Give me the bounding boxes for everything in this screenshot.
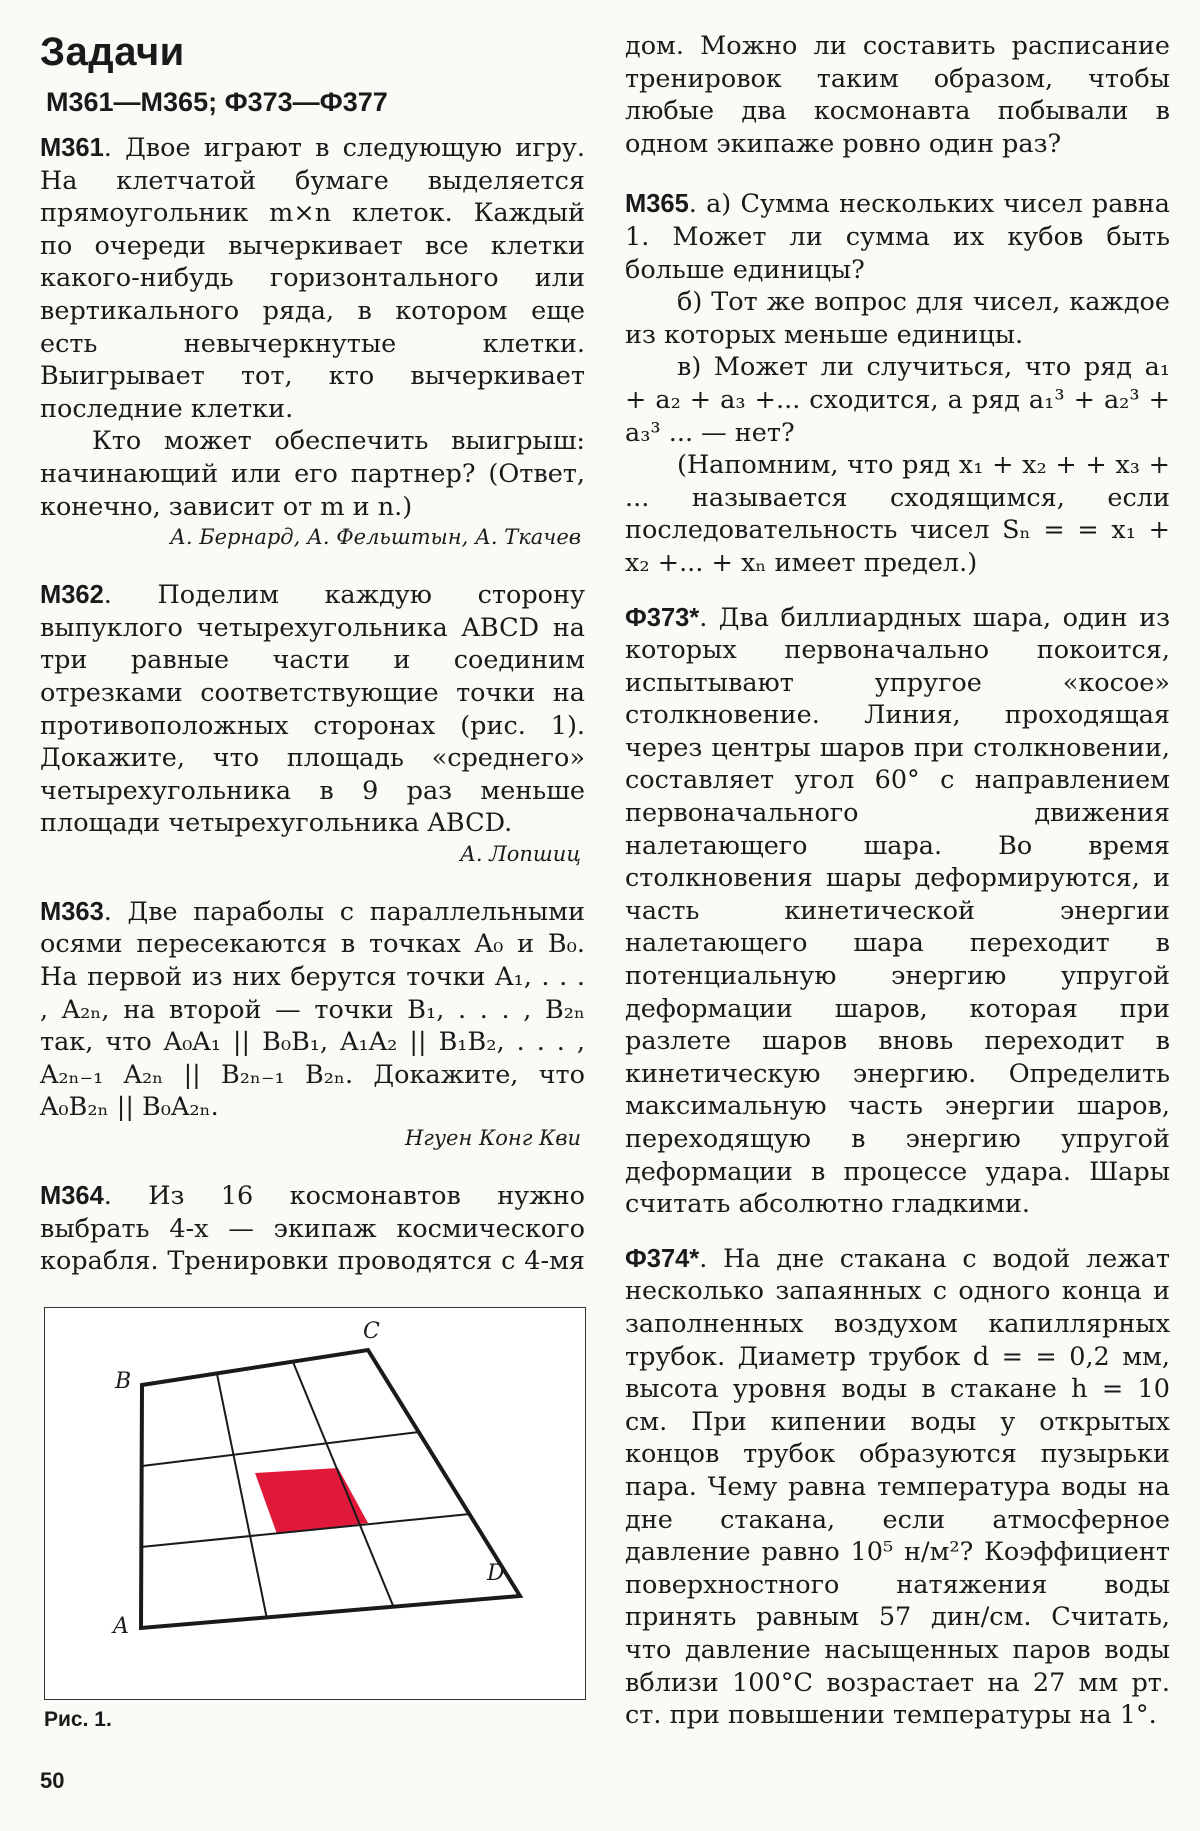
- problem-text: . Два биллиардных шара, один из которых первоначально покоится, испытывают упругое «косое» столкновение. Линия, проходящая через центры шаров при столкновении, составляет угол 60° с направлением первоначального движения налетающего шара. Во время столкновения шары деформируются, и часть кинетической энергии налетающего шара переходит в потенциальную энергию упругой деформации шаров, которая при разлете шаров вновь переходит в кинетическую энергию. Определить максимальную часть энергии шаров, переходящую в энергию упругой деформации в процессе удара. Шары считать абсолютно гладкими.: [625, 602, 1170, 1220]
- problem-author: Нгуен Конг Кви: [404, 1126, 581, 1151]
- problem-text-a: . а) Сумма нескольких чисел равна 1. Может ли сумма их кубов быть больше единицы?: [625, 189, 1170, 285]
- vertex-label-a: A: [113, 1614, 129, 1639]
- problem-text: . Двое играют в следующую игру. На клетчатой бумаге выделяется прямоугольник m×n клеток. Каждый по очереди вычеркивает все клетки какого-нибудь горизонтального или вертикального ряда, в котором еще есть невычеркнутые клетки. Выигрывает тот, кто вычеркивает последние клетки.: [40, 133, 585, 424]
- quadrilateral-diagram: [45, 1308, 585, 1698]
- grid-line: [217, 1374, 267, 1619]
- problem-m363: [40, 896, 585, 1152]
- problem-id: Ф373*: [625, 603, 700, 632]
- problem-text: . На дне стакана с водой лежат несколько запаянных с одного конца и заполненных воздухом капиллярных трубок. Диаметр трубок d = = 0,2 мм, высота уровня воды в стакане h = 10 см. При кипении воды у открытых концов трубок образуются пузырьки пара. Чему равна температура воды на дне стакана, если атмосферное давление равно 10⁵ н/м²? Коэффициент поверхностного натяжения воды принять равным 57 дин/см. Считать, что давление насыщенных паров воды вблизи 100°С возрастает на 27 мм рт. ст. при повышении температуры на 1°.: [625, 1243, 1170, 1731]
- page-title: Задачи: [40, 30, 185, 74]
- left-column: [40, 0, 585, 1306]
- problem-author: А. Лопшиц: [459, 841, 581, 866]
- vertex-label-c: C: [363, 1319, 380, 1344]
- vertex-label-d: D: [487, 1561, 505, 1586]
- problem-text: . Из 16 космонавтов нужно выбрать 4-х — экипаж космического корабля. Тренировки проводятся с 4-мя: [40, 1181, 585, 1277]
- problem-m364-continuation: дом. Можно ли составить расписание тренировок таким образом, чтобы любые два космонавта побывали в одном экипаже ровно один раз?: [625, 31, 1170, 159]
- problem-m364-continued: [625, 30, 1170, 160]
- figure-quadrilateral: [44, 1307, 586, 1700]
- problem-id: М361: [40, 134, 104, 162]
- problem-m361: [40, 132, 585, 551]
- problem-text-2: Кто может обеспечить выигрыш: начинающий или его партнер? (Ответ, конечно, зависит от m и n.): [40, 426, 585, 522]
- page-number: 50: [40, 1768, 65, 1793]
- problem-f373: [625, 602, 1170, 1221]
- problem-text-note: (Напомним, что ряд x₁ + x₂ + + x₃ + ... называется сходящимся, если последовательность чисел Sₙ = = x₁ + x₂ +... + xₙ имеет предел.): [625, 450, 1170, 578]
- problem-text-c: в) Может ли случиться, что ряд a₁ + a₂ + a₃ +... сходится, а ряд a₁³ + a₂³ + a₃³ ... — нет?: [625, 352, 1170, 448]
- problem-id: М364: [40, 1182, 104, 1211]
- problem-id: М362: [40, 581, 104, 610]
- problem-author: А. Бернард, А. Фельштын, А. Ткачев: [169, 525, 581, 550]
- problem-f374: [625, 1243, 1170, 1732]
- problem-text-b: б) Тот же вопрос для чисел, каждое из которых меньше единицы.: [625, 287, 1170, 350]
- right-column: [625, 0, 1170, 1760]
- problem-text: . Поделим каждую сторону выпуклого четырехугольника ABCD на три равные части и соединим отрезками соответствующие точки на противоположных сторонах (рис. 1). Докажите, что площадь «среднего» четырехугольника в 9 раз меньше площади четырехугольника ABCD.: [40, 580, 585, 839]
- problem-id: М365: [625, 190, 689, 219]
- problem-m362: [40, 579, 585, 868]
- problem-m364-start: [40, 1180, 585, 1278]
- problem-range-subtitle: М361—М365; Ф373—Ф377: [46, 87, 388, 117]
- problem-m365: [625, 188, 1170, 579]
- problem-id: М363: [40, 897, 104, 926]
- problem-text: . Две параболы с параллельными осями пересекаются в точках A₀ и B₀. На первой из них берутся точки A₁, . . . , A₂ₙ, на второй — точки B₁, . . . , B₂ₙ так, что A₀A₁ || B₀B₁, A₁A₂ || B₁B₂, . . . , A₂ₙ₋₁ A₂ₙ || B₂ₙ₋₁ B₂ₙ. Докажите, что A₀B₂ₙ || B₀A₂ₙ.: [40, 896, 585, 1123]
- problem-id: Ф374*: [625, 1244, 700, 1273]
- grid-line: [142, 1432, 419, 1466]
- vertex-label-b: B: [115, 1369, 132, 1394]
- figure-caption: Рис. 1.: [44, 1708, 112, 1731]
